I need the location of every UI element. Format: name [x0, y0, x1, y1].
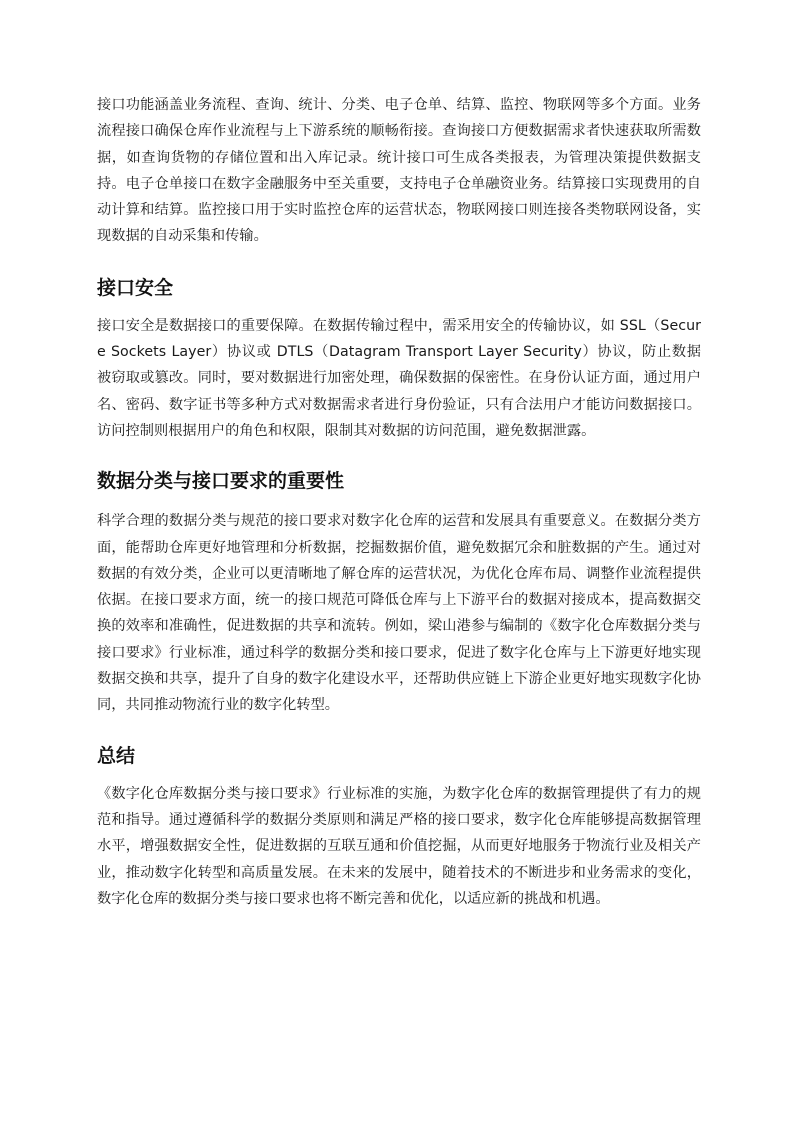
- document-page: [97, 92, 701, 912]
- section-paragraph-importance: 科学合理的数据分类与规范的接口要求对数字化仓库的运营和发展具有重要意义。在数据分类方面，能帮助仓库更好地管理和分析数据，挖掘数据价值，避免数据冗余和脏数据的产生。通过对数据的有效分类，企业可以更清晰地了解仓库的运营状况，为优化仓库布局、调整作业流程提供依据。在接口要求方面，统一的接口规范可降低仓库与上下游平台的数据对接成本，提高数据交换的效率和准确性，促进数据的共享和流转。例如，梁山港参与编制的《数字化仓库数据分类与接口要求》行业标准，通过科学的数据分类和接口要求，促进了数字化仓库与上下游更好地实现数据交换和共享，提升了自身的数字化建设水平，还帮助供应链上下游企业更好地实现数字化协同，共同推动物流行业的数字化转型。: [97, 513, 701, 714]
- section-heading-importance: 数据分类与接口要求的重要性: [97, 470, 345, 493]
- section-paragraph-interface-security: 接口安全是数据接口的重要保障。在数据传输过程中，需采用安全的传输协议，如 SSL（Secure Sockets Layer）协议或 DTLS（Datagram Transport Layer Security）协议，防止数据被窃取或篡改。同时，要对数据进行加密处理，确保数据的保密性。在身份认证方面，通过用户名、密码、数字证书等多种方式对数据需求者进行身份验证，只有合法用户才能访问数据接口。访问控制则根据用户的角色和权限，限制其对数据的访问范围，避免数据泄露。: [97, 317, 701, 439]
- intro-paragraph: 接口功能涵盖业务流程、查询、统计、分类、电子仓单、结算、监控、物联网等多个方面。业务流程接口确保仓库作业流程与上下游系统的顺畅衔接。查询接口方便数据需求者快速获取所需数据，如查询货物的存储位置和出入库记录。统计接口可生成各类报表，为管理决策提供数据支持。电子仓单接口在数字金融服务中至关重要，支持电子仓单融资业务。结算接口实现费用的自动计算和结算。监控接口用于实时监控仓库的运营状态，物联网接口则连接各类物联网设备，实现数据的自动采集和传输。: [97, 97, 701, 245]
- section-heading-summary: 总结: [97, 744, 136, 767]
- section-paragraph-summary: 《数字化仓库数据分类与接口要求》行业标准的实施，为数字化仓库的数据管理提供了有力的规范和指导。通过遵循科学的数据分类原则和满足严格的接口要求，数字化仓库能够提高数据管理水平，增强数据安全性，促进数据的互联互通和价值挖掘，从而更好地服务于物流行业及相关产业，推动数字化转型和高质量发展。在未来的发展中，随着技术的不断进步和业务需求的变化，数字化仓库的数据分类与接口要求也将不断完善和优化，以适应新的挑战和机遇。: [97, 785, 701, 907]
- section-heading-interface-security: 接口安全: [97, 276, 174, 299]
